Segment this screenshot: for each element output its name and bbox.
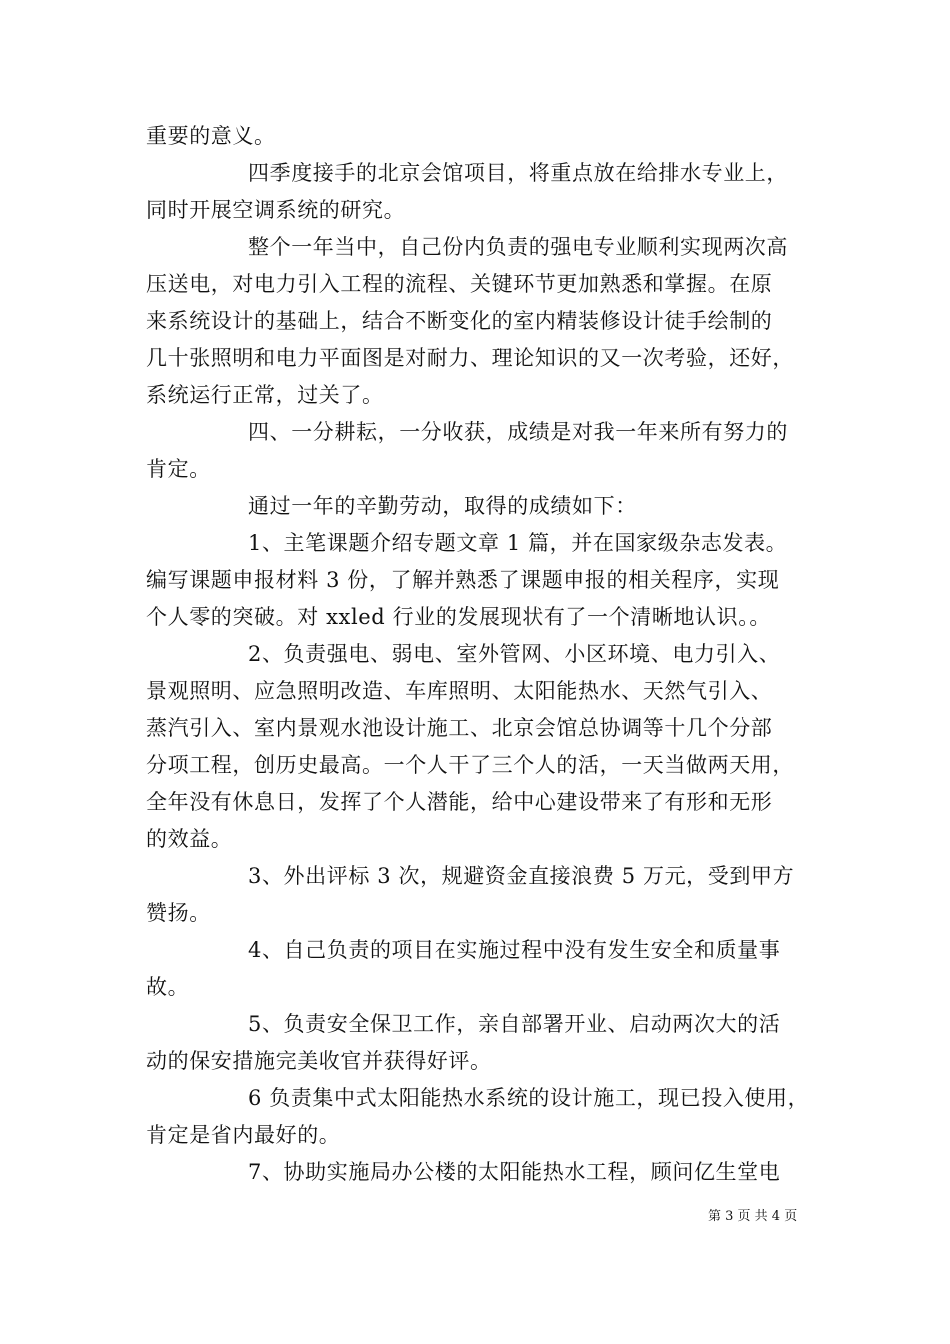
- text-line: 蒸汽引入、室内景观水池设计施工、北京会馆总协调等十几个分部: [146, 716, 773, 740]
- text-line: 景观照明、应急照明改造、车库照明、太阳能热水、天然气引入、: [146, 679, 773, 703]
- page-number: 第 3 页 共 4 页: [708, 1209, 798, 1224]
- text-line: 四季度接手的北京会馆项目，将重点放在给排水专业上，: [248, 161, 788, 185]
- text-line: 4、自己负责的项目在实施过程中没有发生安全和质量事: [248, 938, 781, 962]
- text-line: 故。: [146, 975, 190, 999]
- text-line: 通过一年的辛勤劳动，取得的成绩如下：: [248, 494, 637, 518]
- text-line: 5、负责安全保卫工作，亲自部署开业、启动两次大的活: [248, 1012, 781, 1036]
- document-body: [146, 118, 826, 1191]
- text-line: 编写课题申报材料 3 份，了解并熟悉了课题申报的相关程序，实现: [146, 568, 780, 592]
- text-line: 四、一分耕耘，一分收获，成绩是对我一年来所有努力的: [248, 420, 788, 444]
- text-line: 全年没有休息日，发挥了个人潜能，给中心建设带来了有形和无形: [146, 790, 773, 814]
- text-line: 个人零的突破。对 xxled 行业的发展现状有了一个清晰地认识。。: [146, 605, 771, 629]
- text-line: 7、协助实施局办公楼的太阳能热水工程，顾问亿生堂电: [248, 1160, 781, 1184]
- text-line: 压送电，对电力引入工程的流程、关键环节更加熟悉和掌握。在原: [146, 272, 773, 296]
- text-line: 系统运行正常，过关了。: [146, 383, 384, 407]
- text-line: 的效益。: [146, 827, 233, 851]
- text-line: 整个一年当中，自己份内负责的强电专业顺利实现两次高: [248, 235, 788, 259]
- text-line: 赞扬。: [146, 901, 211, 925]
- text-line: 同时开展空调系统的研究。: [146, 198, 406, 222]
- text-line: 分项工程，创历史最高。一个人干了三个人的活，一天当做两天用，: [146, 753, 794, 777]
- text-line: 3、外出评标 3 次，规避资金直接浪费 5 万元，受到甲方: [248, 864, 795, 888]
- text-line: 2、负责强电、弱电、室外管网、小区环境、电力引入、: [248, 642, 781, 666]
- text-line: 动的保安措施完美收官并获得好评。: [146, 1049, 492, 1073]
- text-line: 6 负责集中式太阳能热水系统的设计施工，现已投入使用，: [248, 1086, 810, 1110]
- text-line: 1、主笔课题介绍专题文章 1 篇，并在国家级杂志发表。: [248, 531, 788, 555]
- text-line: 肯定是省内最好的。: [146, 1123, 341, 1147]
- text-line: 几十张照明和电力平面图是对耐力、理论知识的又一次考验，还好，: [146, 346, 794, 370]
- text-line: 来系统设计的基础上，结合不断变化的室内精装修设计徒手绘制的: [146, 309, 773, 333]
- text-line: 重要的意义。: [146, 124, 276, 148]
- text-line: 肯定。: [146, 457, 211, 481]
